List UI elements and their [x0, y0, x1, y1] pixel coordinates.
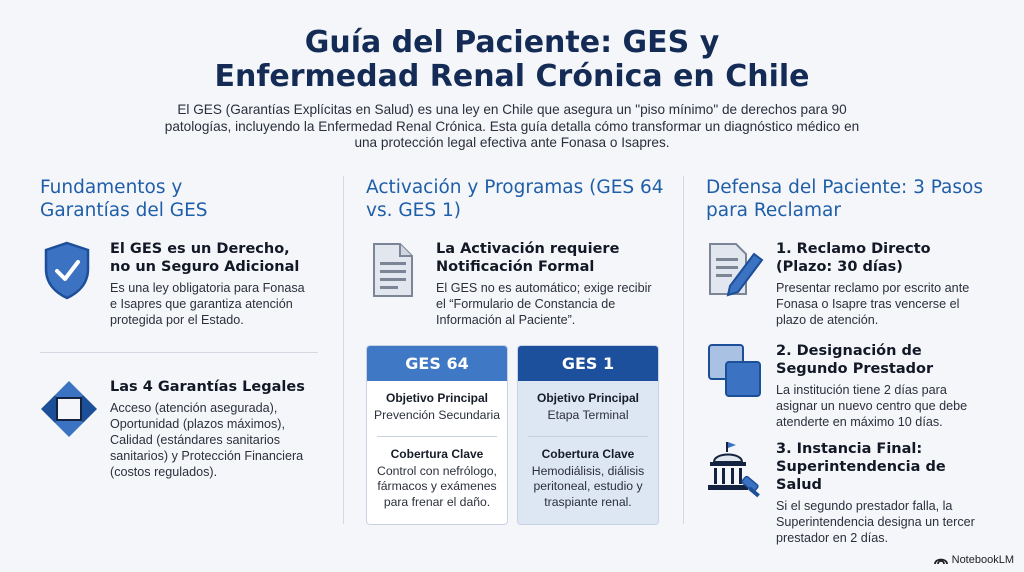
item-heading: La Activación requiere Notificación Formal — [436, 241, 620, 275]
card-value: Prevención Secundaria — [373, 408, 501, 422]
column-divider — [343, 176, 344, 524]
card-label: Objetivo Principal — [536, 391, 640, 405]
intro-text: El GES (Garantías Explícitas en Salud) es una ley en Chile que asegura un "piso mínimo" de derechos para 90 patologías, incluyendo la Enfermedad Renal Crónica. Esta guía detalla cómo transformar un diagnóstico médico en una protección legal efectiva ante Fonasa o Isapres. — [164, 102, 860, 150]
document-icon — [366, 240, 420, 300]
card-value: Etapa Terminal — [547, 408, 629, 422]
step-text: Presentar reclamo por escrito ante Fonasa o Isapre tras vencerse el plazo de atención. — [776, 281, 970, 327]
column-title: Activación y Programas (GES 64 vs. GES 1) — [366, 177, 664, 221]
document-pen-icon — [706, 240, 760, 300]
item-heading: Las 4 Garantías Legales — [110, 379, 305, 395]
brand-label: NotebookLM — [951, 554, 1014, 566]
item-text: El GES no es automático; exige recibir el “Formulario de Constancia de Información al Paciente”. — [436, 281, 652, 327]
brand-badge — [934, 554, 1014, 566]
card-label: Cobertura Clave — [390, 446, 484, 461]
step-heading: 3. Instancia Final: Superintendencia de Salud — [776, 441, 946, 493]
overlapping-squares-icon — [706, 342, 760, 402]
card-header: GES 1 — [518, 346, 658, 381]
title-line-1: Guía del Paciente: GES y — [304, 25, 720, 60]
card-value: Control con nefrólogo, fármacos y exámenes para frenar el daño. — [377, 463, 497, 509]
column-title: Fundamentos y Garantías del GES — [40, 177, 208, 221]
card-header: GES 64 — [367, 346, 507, 381]
shield-check-icon — [40, 240, 94, 300]
item-text: Es una ley obligatoria para Fonasa e Isapres que garantiza atención protegida por el Estado. — [110, 281, 305, 327]
courthouse-gavel-icon — [706, 440, 760, 500]
notebook-logo-icon — [934, 555, 948, 565]
card-divider — [528, 436, 648, 437]
step-heading: 2. Designación de Segundo Prestador — [776, 343, 934, 377]
column-divider — [683, 176, 684, 524]
card-ges-64 — [366, 345, 508, 525]
card-label: Cobertura Clave — [541, 446, 635, 461]
title-line-2: Enfermedad Renal Crónica en Chile — [214, 59, 810, 94]
section-divider — [40, 352, 318, 353]
card-value: Hemodiálisis, diálisis peritoneal, estudio y traspiante renal. — [531, 463, 645, 509]
column-activacion — [366, 176, 666, 509]
card-ges-1 — [517, 345, 659, 525]
step-heading: 1. Reclamo Directo (Plazo: 30 días) — [776, 241, 931, 275]
four-guarantees-icon — [40, 378, 94, 438]
column-title: Defensa del Paciente: 3 Pasos para Reclamar — [706, 177, 983, 221]
item-text: Acceso (atención asegurada), Oportunidad (plazos máximos), Calidad (estándares sanitarios sanitarios) y Protección Financiera (costos regulados). — [110, 401, 304, 479]
page-title — [0, 26, 1024, 94]
item-heading: El GES es un Derecho, no un Seguro Adicional — [110, 241, 300, 275]
step-text: La institución tiene 2 días para asignar un nuevo centro que debe atenderte en máximo 10 días. — [776, 383, 968, 429]
column-defensa — [706, 176, 996, 545]
card-divider — [377, 436, 497, 437]
column-fundamentos — [40, 176, 330, 479]
card-label: Objetivo Principal — [385, 391, 489, 405]
step-text: Si el segundo prestador falla, la Superintendencia designa un tercer prestador en 2 días. — [776, 499, 975, 545]
